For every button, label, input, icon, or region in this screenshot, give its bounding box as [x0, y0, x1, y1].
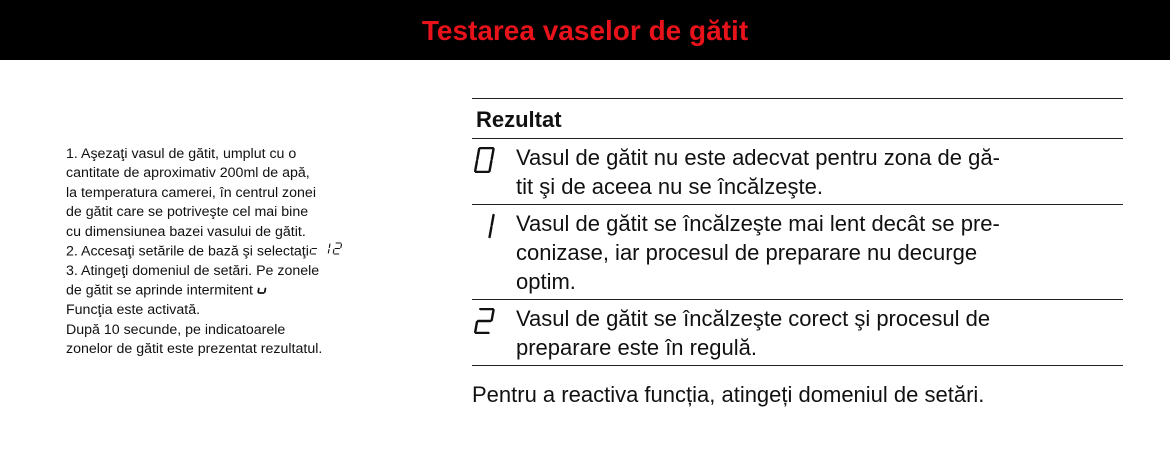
footer-note: Pentru a reactiva funcția, atingeți domeniul de setări. — [472, 382, 985, 407]
blink-code-display — [257, 281, 271, 300]
instruction-line: 2. Accesaţi setările de bază şi selectaţi — [66, 243, 309, 260]
segment-e — [475, 161, 477, 171]
instruction-line: cu dimensiunea bazei vasului de gătit. — [66, 223, 306, 240]
digit-0-display — [474, 147, 504, 180]
segment-c — [265, 289, 266, 293]
instructions — [66, 145, 396, 359]
instruction-line: cantitate de aproximativ 200ml de apă, — [66, 165, 310, 182]
row-text: Vasul de gătit nu este adecvat pentru zona de gă- — [516, 145, 1000, 170]
table-row — [472, 138, 1123, 204]
instruction-line: de gătit se aprinde intermitent — [66, 282, 253, 299]
segment-b — [492, 310, 494, 320]
segment-b — [341, 244, 342, 248]
instruction-line: 1. Aşezaţi vasul de gătit, umplut cu o — [66, 146, 297, 162]
instruction-line: 3. Atingeţi domeniul de setări. Pe zonele — [66, 262, 320, 279]
segment-e — [475, 322, 477, 332]
row-text: tit şi de aceea nu se încălzeşte. — [516, 174, 823, 199]
segment-b — [329, 244, 330, 248]
digit-1-display — [474, 213, 504, 246]
row-text: optim. — [516, 269, 576, 294]
header-bar — [0, 0, 1170, 60]
segment-b — [492, 215, 494, 225]
table-row — [472, 204, 1123, 299]
instruction-line: de gătit care se potriveşte cel mai bine — [66, 204, 309, 221]
segment-c — [328, 250, 329, 254]
result-table — [472, 98, 1123, 366]
table-row — [472, 299, 1123, 365]
instruction-line: zonelor de gătit este prezentat rezultatul. — [66, 340, 323, 357]
page-title: Testarea vaselor de gătit — [421, 15, 749, 46]
digit-2-display — [474, 308, 504, 341]
row-text: Vasul de gătit se încălzeşte mai lent decât se pre- — [516, 211, 1000, 236]
segment-e — [258, 289, 259, 293]
segment-b — [492, 149, 494, 159]
instruction-line: la temperatura camerei, în centrul zonei — [66, 184, 316, 201]
segment-c — [490, 227, 492, 237]
instruction-line: După 10 secunde, pe indicatoarele — [66, 321, 286, 338]
segment-c — [490, 161, 492, 171]
table-heading: Rezultat — [476, 107, 562, 132]
row-text: conizase, iar procesul de preparare nu decurge — [516, 240, 978, 265]
segment-f — [477, 149, 479, 159]
row-text: Vasul de gătit se încălzeşte corect şi procesul de — [516, 306, 991, 331]
setting-code-display — [309, 242, 346, 261]
segment-e — [310, 250, 311, 254]
segment-e — [333, 250, 334, 254]
instruction-line: Funcţia este activată. — [66, 302, 201, 319]
row-text: preparare este în regulă. — [516, 335, 757, 360]
